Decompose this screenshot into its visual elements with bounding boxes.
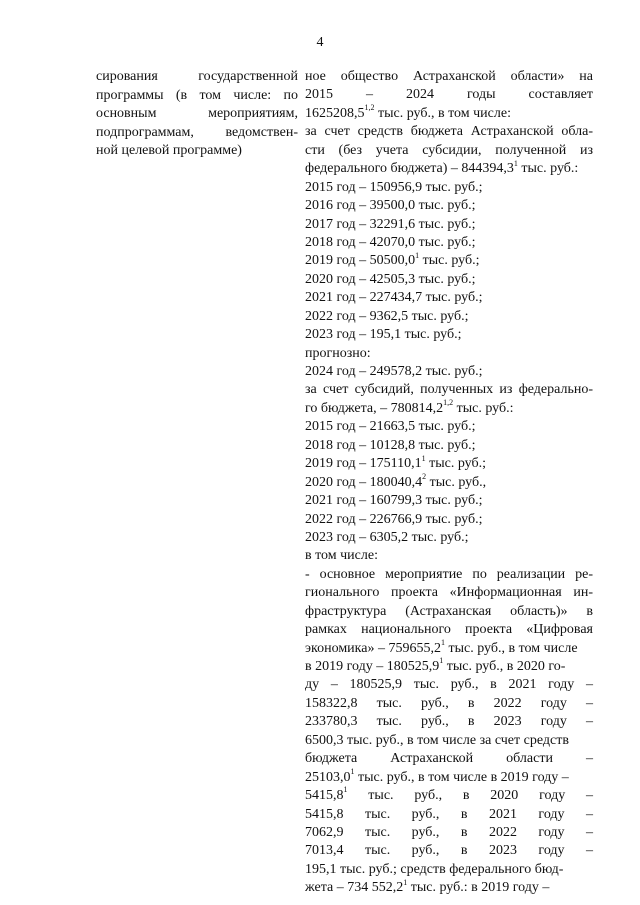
- left-column-label: [96, 68, 298, 161]
- footnote-marker: 1,2: [443, 398, 454, 408]
- text-line-tail: тыс. руб., в том числе: [444, 640, 578, 656]
- text-line-tail: тыс. руб.: в 2019 году –: [407, 880, 550, 896]
- footnote-marker: 1: [421, 453, 426, 463]
- text-line-main: 2020 год – 42505,3 тыс. руб.;: [305, 271, 476, 287]
- text-line-main: в 2019 году – 180525,9: [305, 659, 440, 674]
- text-line-main: 158322,8 тыс. руб., в 2022 году –: [305, 695, 593, 711]
- text-line-main: 6500,3 тыс. руб., в том числе за счет средств: [305, 732, 569, 748]
- text-line-tail: тыс. руб.,: [426, 474, 487, 490]
- text-line: [305, 197, 593, 215]
- text-line-main: 2018 год – 42070,0 тыс. руб.;: [305, 234, 476, 250]
- text-line-main: 2021 год – 160799,3 тыс. руб.;: [305, 493, 483, 509]
- text-line: [305, 713, 593, 731]
- text-line: [305, 289, 593, 307]
- text-line-main: 5415,8: [305, 788, 344, 804]
- text-line-tail: тыс. руб.;: [419, 253, 480, 269]
- text-line: [305, 400, 593, 418]
- text-line: [305, 676, 593, 694]
- text-line: [305, 806, 593, 824]
- text-line-main: фраструктура (Астраханская область)» в: [305, 603, 593, 619]
- text-line: [305, 160, 593, 178]
- text-line-main: 2020 год – 180040,4: [305, 474, 423, 490]
- text-line-main: 233780,3 тыс. руб., в 2023 году –: [305, 714, 593, 730]
- text-line-main: 2017 год – 32291,6 тыс. руб.;: [305, 216, 476, 232]
- left-column-line: основным мероприятиям,: [96, 106, 298, 122]
- text-line-main: 2022 год – 9362,5 тыс. руб.;: [305, 308, 469, 324]
- text-line-main: 7013,4 тыс. руб., в 2023 году –: [305, 843, 593, 859]
- text-line: [305, 861, 593, 879]
- text-line-main: 2015 год – 21663,5 тыс. руб.;: [305, 419, 476, 435]
- text-line: [305, 123, 593, 141]
- text-line-main: 2022 год – 226766,9 тыс. руб.;: [305, 511, 483, 527]
- text-line: [305, 86, 593, 104]
- text-line-main: прогнозно:: [305, 345, 371, 361]
- text-line: [305, 345, 593, 363]
- footnote-marker: 1: [513, 158, 518, 168]
- left-column-line: подпрограммам, ведомствен-: [96, 124, 298, 140]
- text-line: [305, 787, 593, 805]
- footnote-marker: 1: [440, 637, 445, 647]
- text-line: [305, 471, 593, 492]
- text-line-main: 2024 год – 249578,2 тыс. руб.;: [305, 364, 483, 379]
- text-line-main: 2015 год – 150956,9 тыс. руб.;: [305, 179, 483, 195]
- left-column-line: ной целевой программе): [96, 143, 242, 159]
- text-line-main: экономика» – 759655,2: [305, 640, 441, 656]
- text-line: [305, 842, 593, 860]
- text-line-tail: тыс. руб.;: [425, 456, 486, 472]
- text-line: [305, 455, 593, 473]
- text-line: [305, 326, 593, 344]
- text-line-tail: тыс. руб.:: [453, 400, 514, 416]
- text-line: [305, 637, 593, 658]
- text-line: [305, 363, 593, 381]
- text-line-main: - основное мероприятие по реализации ре-: [305, 566, 593, 582]
- text-line-main: 2023 год – 195,1 тыс. руб.;: [305, 327, 462, 343]
- footnote-marker: 1: [403, 877, 408, 887]
- text-line-tail: тыс. руб., в 2020 году –: [347, 788, 593, 804]
- text-line-main: ду – 180525,9 тыс. руб., в 2021 году –: [305, 677, 593, 693]
- text-line-main: бюджета Астраханской области –: [305, 751, 593, 767]
- text-line: [305, 547, 593, 565]
- text-line: [305, 271, 593, 289]
- text-line-main: 25103,0: [305, 769, 351, 785]
- footnote-marker: 1: [439, 656, 444, 666]
- text-line: [305, 142, 593, 160]
- text-line-main: за счет субсидий, полученных из федерально-: [305, 382, 593, 398]
- text-line: [305, 308, 593, 326]
- text-line-tail: тыс. руб.:: [517, 161, 579, 177]
- text-line-main: рамках национального проекта «Цифровая: [305, 622, 593, 638]
- text-line: [305, 695, 593, 713]
- text-line-main: 2021 год – 227434,7 тыс. руб.;: [305, 290, 483, 306]
- footnote-marker: 1: [415, 250, 420, 260]
- text-line: [305, 879, 593, 897]
- text-line-tail: тыс. руб., в 2020 го-: [443, 659, 566, 674]
- footnote-marker: 2: [422, 471, 427, 481]
- text-line: [305, 252, 593, 270]
- text-line-main: 7062,9 тыс. руб., в 2022 году –: [305, 824, 593, 840]
- text-line-main: в том числе:: [305, 548, 378, 564]
- text-line: [305, 179, 593, 197]
- text-line-main: за счет средств бюджета Астраханской обла-: [305, 124, 593, 140]
- text-line: [305, 68, 593, 86]
- text-line: [305, 105, 593, 123]
- text-line: [305, 216, 593, 234]
- text-line: [305, 824, 593, 842]
- footnote-marker: 1: [350, 766, 355, 776]
- text-line: [305, 732, 593, 750]
- text-line-tail: тыс. руб., в том числе:: [374, 105, 511, 121]
- text-line-main: гионального проекта «Информационная ин-: [305, 585, 593, 601]
- text-line: [305, 511, 593, 529]
- text-line: [305, 766, 593, 787]
- footnote-marker: 1,2: [364, 103, 375, 113]
- right-column-content: [305, 68, 593, 898]
- text-line-tail: тыс. руб., в том числе в 2019 году –: [354, 769, 569, 785]
- text-line: [305, 437, 593, 455]
- text-line: [305, 658, 593, 676]
- text-line-main: 1625208,5: [305, 105, 365, 121]
- text-line-main: 2019 год – 50500,0: [305, 253, 416, 269]
- text-line: [305, 750, 593, 768]
- left-column-line: сирования государственной: [96, 69, 298, 84]
- text-line: [305, 492, 593, 510]
- text-line-main: 2023 год – 6305,2 тыс. руб.;: [305, 529, 469, 545]
- text-line-main: 2019 год – 175110,1: [305, 456, 422, 472]
- page-number: 4: [316, 35, 324, 50]
- footnote-marker: 1: [343, 785, 348, 795]
- text-line-main: 2015 – 2024 годы составляет: [305, 87, 593, 103]
- text-line-main: ное общество Астраханской области» на: [305, 69, 593, 84]
- text-line: [305, 529, 593, 547]
- text-line: [305, 234, 593, 252]
- text-line: [305, 584, 593, 602]
- text-line-main: жета – 734 552,2: [305, 880, 404, 896]
- text-line: [305, 418, 593, 436]
- text-line-main: го бюджета, – 780814,2: [305, 400, 444, 416]
- text-line: [305, 603, 593, 621]
- text-line-main: 2018 год – 10128,8 тыс. руб.;: [305, 437, 476, 453]
- text-line-main: 195,1 тыс. руб.; средств федерального бюд-: [305, 861, 564, 877]
- text-line-main: федерального бюджета) – 844394,3: [305, 161, 514, 177]
- text-line-main: сти (без учета субсидии, полученной из: [305, 142, 593, 158]
- text-line-main: 2016 год – 39500,0 тыс. руб.;: [305, 198, 476, 214]
- text-line: [305, 566, 593, 584]
- left-column-line: программы (в том числе: по: [96, 87, 298, 103]
- text-line-main: 5415,8 тыс. руб., в 2021 году –: [305, 806, 593, 822]
- text-line: [305, 621, 593, 639]
